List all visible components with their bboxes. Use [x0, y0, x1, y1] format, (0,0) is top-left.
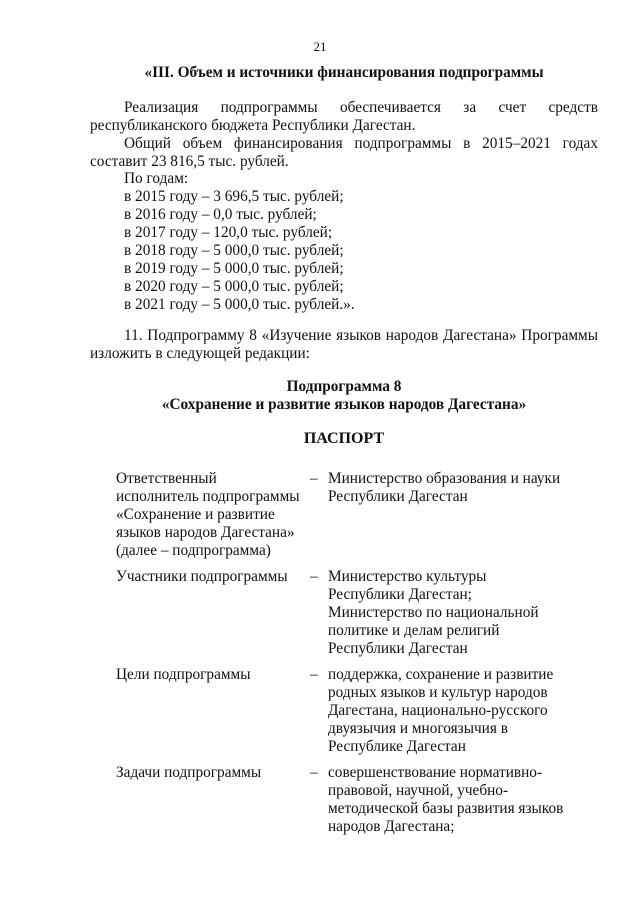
paragraph-line: составит 23 816,5 тыс. рублей.: [90, 153, 289, 170]
year-funding-item: в 2021 году – 5 000,0 тыс. рублей.».: [124, 296, 355, 313]
label-line: языков народов Дагестана»: [116, 524, 295, 541]
value-line: Республики Дагестан: [328, 640, 468, 657]
year-funding-item: в 2018 году – 5 000,0 тыс. рублей;: [124, 242, 344, 259]
label-line: (далее – подпрограмма): [116, 542, 271, 559]
subprogram-title: [90, 378, 598, 414]
value-line: методической базы развития языков: [328, 800, 564, 817]
label-line: Цели подпрограммы: [116, 666, 251, 683]
passport-row-label: [116, 764, 306, 782]
paragraph-line: Реализация подпрограммы обеспечивается за счет средств: [124, 99, 598, 116]
label-line: Задачи подпрограммы: [116, 764, 262, 781]
paragraph-line: 11. Подпрограмму 8 «Изучение языков народов Дагестана» Программы: [124, 327, 598, 344]
paragraph-total-volume: [90, 135, 598, 171]
passport-row-label: [116, 568, 306, 586]
value-line: совершенствование нормативно-: [328, 764, 543, 781]
value-line: политике и делам религий: [328, 622, 500, 639]
value-line: Республики Дагестан;: [328, 586, 472, 603]
value-line: поддержка, сохранение и развитие: [328, 666, 554, 683]
passport-row-dash: –: [310, 568, 318, 585]
subprogram-title-line: Подпрограмма 8: [286, 378, 402, 395]
paragraph-line: республиканского бюджета Республики Дагестан.: [90, 117, 416, 134]
passport-row-label: [116, 666, 306, 684]
year-funding-item: в 2016 году – 0,0 тыс. рублей;: [124, 206, 317, 223]
by-years-label: [90, 170, 598, 188]
value-line: Республики Дагестан: [328, 488, 468, 505]
paragraph-line: По годам:: [124, 170, 189, 187]
value-line: Министерство по национальной: [328, 604, 539, 621]
value-line: Министерство образования и науки: [328, 470, 561, 487]
label-line: Ответственный: [116, 470, 217, 487]
passport-row-value: [328, 568, 578, 658]
value-line: правовой, научной, учебно-: [328, 782, 509, 799]
value-line: двуязычия и многоязычия в: [328, 720, 508, 737]
passport-row-dash: –: [310, 764, 318, 781]
value-line: родных языков и культур народов: [328, 684, 548, 701]
label-line: исполнитель подпрограммы: [116, 488, 300, 505]
section-heading: «III. Объем и источники финансирования подпрограммы: [144, 64, 544, 81]
passport-row-value: [328, 470, 578, 506]
value-line: народов Дагестана;: [328, 818, 455, 835]
paragraph-line: Общий объем финансирования подпрограммы в 2015–2021 годах: [124, 135, 598, 152]
passport-row-dash: –: [310, 666, 318, 683]
passport-row-value: [328, 764, 578, 836]
passport-title: ПАСПОРТ: [303, 430, 385, 447]
value-line: Дагестана, национально-русского: [328, 702, 548, 719]
label-line: «Сохранение и развитие: [116, 506, 275, 523]
paragraph-line: изложить в следующей редакции:: [90, 345, 310, 362]
paragraph-funding-source: [90, 99, 598, 135]
value-line: Министерство культуры: [328, 568, 487, 585]
year-funding-item: в 2015 году – 3 696,5 тыс. рублей;: [124, 188, 344, 205]
year-funding-item: в 2020 году – 5 000,0 тыс. рублей;: [124, 278, 344, 295]
passport-row-label: [116, 470, 306, 560]
label-line: Участники подпрограммы: [116, 568, 288, 585]
year-funding-item: в 2017 году – 120,0 тыс. рублей;: [124, 224, 333, 241]
passport-row-value: [328, 666, 578, 756]
paragraph-item-11: [90, 327, 598, 363]
year-funding-list: [124, 188, 524, 314]
passport-row-dash: –: [310, 470, 318, 487]
year-funding-item: в 2019 году – 5 000,0 тыс. рублей;: [124, 260, 344, 277]
page-number: 21: [313, 39, 327, 54]
value-line: Республике Дагестан: [328, 738, 466, 755]
subprogram-title-line: «Сохранение и развитие языков народов Дагестана»: [161, 396, 527, 413]
